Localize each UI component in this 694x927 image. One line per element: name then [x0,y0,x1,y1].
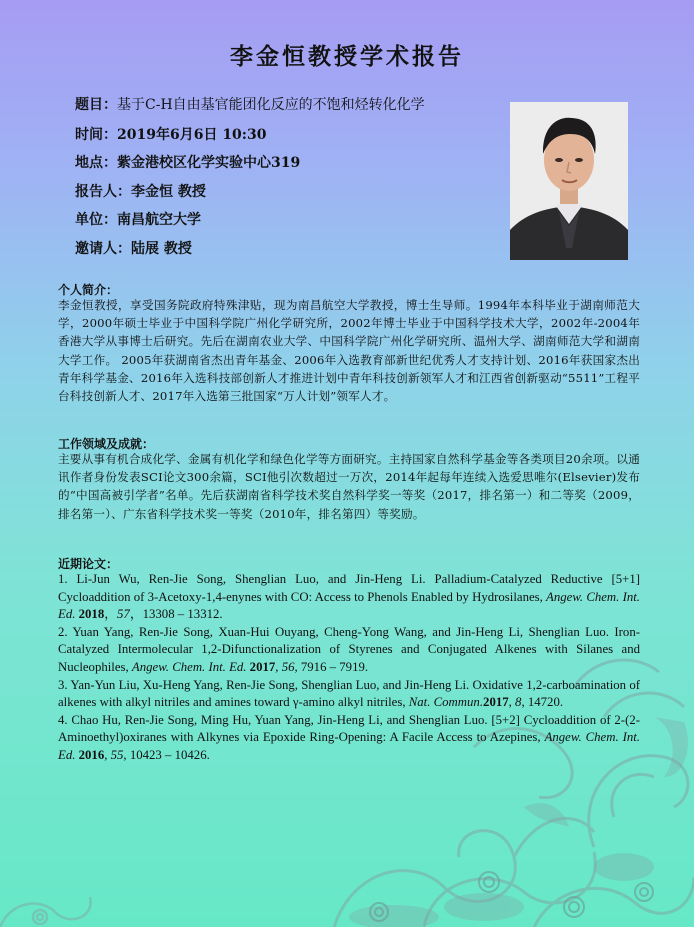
inviter-label: 邀请人： [75,241,131,257]
papers-heading: 近期论文： [58,557,119,571]
time-value: 2019年6月6日 10:30 [117,127,267,143]
speaker-row [75,181,206,201]
work-heading: 工作领域及成就： [58,437,155,451]
paper-item: 1. Li-Jun Wu, Ren-Jie Song, Shenglian Luo, and Jin-Heng Li. Palladium-Catalyzed Reductive [5+1] Cycloaddition of 3-Acetoxy-1,4-enynes with CO: Access to Phenols Enabled by Hydrosilanes, Angew. Chem. Int. Ed. 2018，57，13308 – 13312. [58,572,640,622]
place-row [75,152,300,172]
place-label: 地点： [75,155,117,171]
unit-label: 单位： [75,212,117,228]
topic-row [75,94,425,114]
inviter-row [75,238,192,258]
cloud-ornament-image [0,867,120,927]
inviter-value: 陆展 教授 [131,241,192,257]
speaker-label: 报告人： [75,184,131,200]
paper-item: 3. Yan-Yun Liu, Xu-Heng Yang, Ren-Jie Song, Shenglian Luo, and Jin-Heng Li. Oxidative 1,2-carboamination of alkenes with alkyl nitriles and amines toward γ-amino alkyl nitriles, Nat. Commun.2017, 8, 14720. [58,677,640,710]
topic-value: 基于C-H自由基官能团化反应的不饱和烃转化化学 [117,97,425,113]
bio-text: 李金恒教授，享受国务院政府特殊津贴，现为南昌航空大学教授，博士生导师。1994年本科毕业于湖南师范大学，2000年硕士毕业于中国科学院广州化学研究所，2002年博士毕业于中国科学技术大学，2002年-2004年香港大学从事博士后研究。先后在湖南农业大学、中国科学院广州化学研究所、温州大学、湖南师范大学和湖南大学工作。 2005年获湖南省杰出青年基金、2006年入选教育部新世纪优秀人才支持计划、2016年获国家杰出青年科学基金、2016年入选科技部创新人才推进计划中青年科技创新领军人才和江西省创新驱动“5511”工程平台科技创新人才、2017年入选第三批国家“万人计划”领军人才。 [58,298,640,404]
time-label: 时间： [75,127,117,143]
time-row [75,124,266,144]
page-title: 李金恒教授学术报告 [230,43,464,70]
paper-item: 4. Chao Hu, Ren-Jie Song, Ming Hu, Yuan Yang, Jin-Heng Li, and Shenglian Luo. [5+2] Cycloaddition of 2-(2-Aminoethyl)oxiranes with Alkynes via Epoxide Ring-Opening: A Facile Access to Azepines, Angew. Chem. Int. Ed. 2016, 55, 10423 – 10426. [58,712,640,762]
topic-label: 题目： [75,97,117,113]
work-text: 主要从事有机合成化学、金属有机化学和绿色化学等方面研究。主持国家自然科学基金等各类项目20余项。以通讯作者身份发表SCI论文300余篇，SCI他引次数超过一万次，2014年起每年连续入选爱思唯尔(Elsevier)发布的“中国高被引学者”名单。先后获湖南省科学技术奖自然科学奖一等奖（2017，排名第一）和二等奖（2009，排名第一）、广东省科学技术奖一等奖（2010年，排名第四）等奖励。 [58,452,640,521]
paper-item: 2. Yuan Yang, Ren-Jie Song, Xuan-Hui Ouyang, Cheng-Yong Wang, and Jin-Heng Li, Shenglian Luo. Iron-Catalyzed Intermolecular 1,2-Difunctionalization of Styrenes and Conjugated Alkenes with Silanes and Nucleophiles, Angew. Chem. Int. Ed. 2017, 56, 7916 – 7919. [58,624,640,674]
unit-row [75,209,201,229]
place-value: 紫金港校区化学实验中心319 [117,155,301,171]
bio-heading: 个人简介： [58,283,119,297]
speaker-value: 李金恒 教授 [131,184,206,200]
unit-value: 南昌航空大学 [117,212,201,228]
papers-list [58,571,640,765]
speaker-photo [510,102,628,260]
